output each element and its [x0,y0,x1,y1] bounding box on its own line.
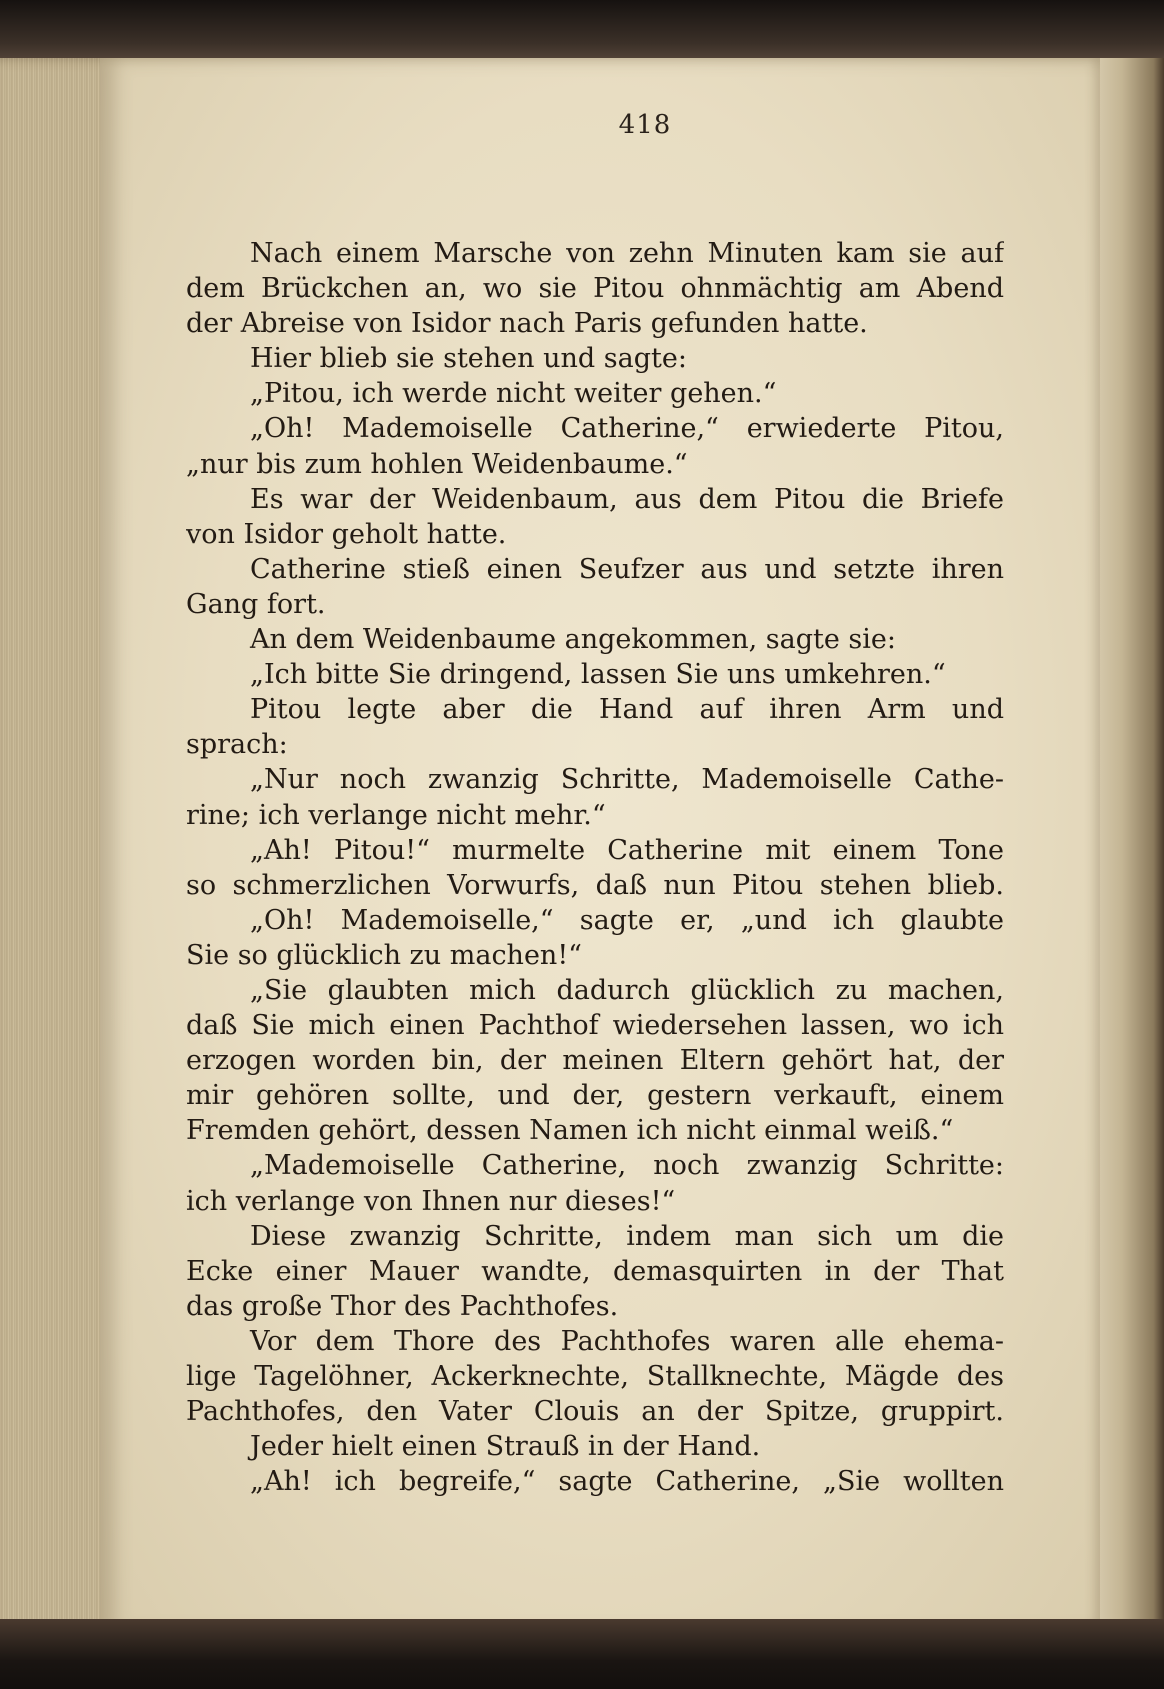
text-line: „Mademoiselle Catherine, noch zwanzig Schritte: [250,1150,1004,1182]
text-line: An dem Weidenbaume angekommen, sagte sie: [250,624,896,656]
text-line: Ecke einer Mauer wandte, demasquirten in der That [186,1255,1004,1287]
text-line: Vor dem Thore des Pachthofes waren alle ehema- [250,1325,1004,1357]
text-line: Jeder hielt einen Strauß in der Hand. [250,1431,761,1463]
text-line: „Nur noch zwanzig Schritte, Mademoiselle Cathe- [250,764,1004,796]
text-line: Sie so glücklich zu machen!“ [186,939,582,971]
text-line: dem Brückchen an, wo sie Pitou ohnmächtig am Abend [186,273,1004,305]
text-line: „Ich bitte Sie dringend, lassen Sie uns umkehren.“ [250,659,946,691]
page-text [186,236,1004,1499]
text-line: von Isidor geholt hatte. [186,518,507,550]
page-edge-right [1094,58,1164,1633]
book-page [100,58,1100,1633]
text-line: Nach einem Marsche von zehn Minuten kam sie auf [250,238,1004,269]
page-number: 418 [618,110,672,140]
text-line: „Ah! ich begreife,“ sagte Catherine, „Sie wollten [250,1466,1004,1498]
text-line: lige Tagelöhner, Ackerknechte, Stallknechte, Mägde des [186,1361,1004,1392]
book-top-edge [0,0,1164,62]
text-line: „Oh! Mademoiselle Catherine,“ erwiederte Pitou, [250,413,1004,445]
text-line: ich verlange von Ihnen nur dieses!“ [186,1185,676,1217]
text-line: „Sie glaubten mich dadurch glücklich zu machen, [250,974,1004,1006]
text-line: Pachthofes, den Vater Clouis an der Spitze, gruppirt. [186,1396,1004,1428]
book-bottom-edge [0,1619,1164,1689]
text-line: „nur bis zum hohlen Weidenbaume.“ [186,448,688,480]
text-line: daß Sie mich einen Pachthof wiedersehen lassen, wo ich [186,1010,1004,1042]
text-line: sprach: [186,729,288,761]
text-line: Diese zwanzig Schritte, indem man sich um die [250,1220,1004,1252]
text-line: das große Thor des Pachthofes. [186,1290,619,1322]
text-line: mir gehören sollte, und der, gestern verkauft, einem [186,1080,1004,1112]
text-line: Hier blieb sie stehen und sagte: [250,343,687,375]
text-line: „Oh! Mademoiselle,“ sagte er, „und ich glaubte [250,904,1004,936]
text-line: Pitou legte aber die Hand auf ihren Arm und [250,694,1004,726]
text-line: „Ah! Pitou!“ murmelte Catherine mit einem Tone [250,834,1004,866]
text-line: erzogen worden bin, der meinen Eltern gehört hat, der [186,1045,1004,1077]
text-line: Es war der Weidenbaum, aus dem Pitou die Briefe [250,483,1004,515]
text-line: rine; ich verlange nicht mehr.“ [186,799,606,831]
text-line: Gang fort. [186,588,326,620]
text-line: der Abreise von Isidor nach Paris gefunden hatte. [186,308,868,340]
text-line: so schmerzlichen Vorwurfs, daß nun Pitou stehen blieb. [186,869,1004,901]
text-line: Fremden gehört, dessen Namen ich nicht einmal weiß.“ [186,1115,954,1147]
text-line: „Pitou, ich werde nicht weiter gehen.“ [250,378,777,410]
text-line: Catherine stieß einen Seufzer aus und setzte ihren [250,553,1004,585]
